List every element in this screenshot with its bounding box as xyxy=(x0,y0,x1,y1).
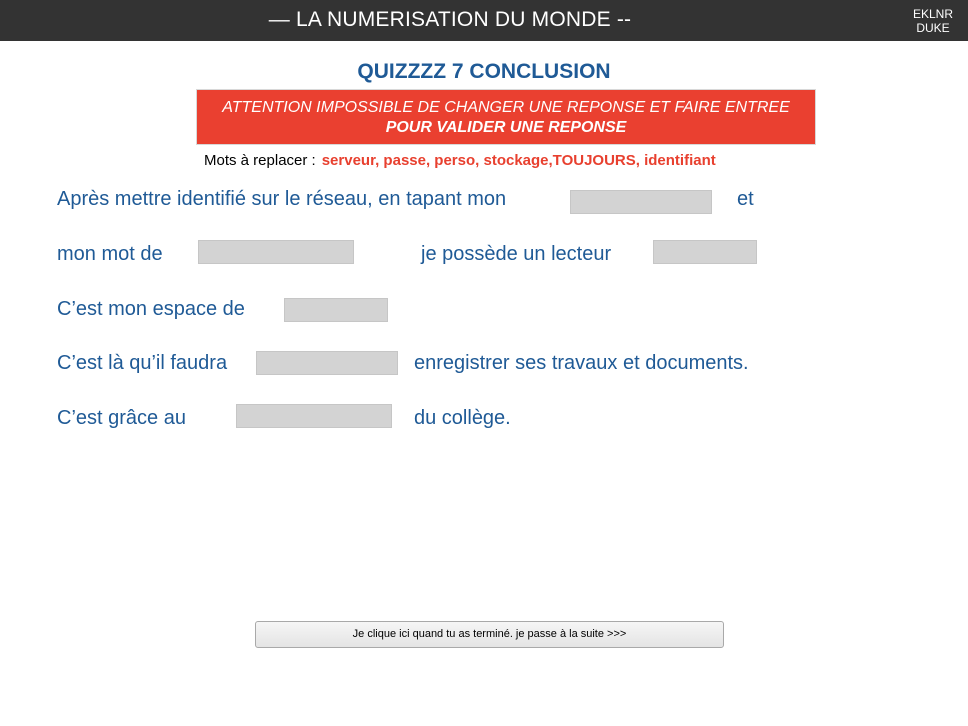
sentence-2-part-2: je possède un lecteur xyxy=(421,243,612,265)
sentence-4-part-1: C’est là qu’il faudra xyxy=(57,352,228,374)
words-label: Mots à replacer : xyxy=(204,152,316,169)
sentence-5-part-2: du collège. xyxy=(414,407,511,429)
warning-line-1: ATTENTION IMPOSSIBLE DE CHANGER UNE REPONSE ET FAIRE ENTREE xyxy=(222,99,790,116)
finish-button[interactable]: Je clique ici quand tu as terminé. je passe à la suite >>> xyxy=(255,621,724,648)
words-list: serveur, passe, perso, stockage,TOUJOURS, identifiant xyxy=(321,152,716,169)
words-to-place xyxy=(204,152,716,169)
top-bar xyxy=(0,0,968,41)
blank-input-3[interactable] xyxy=(653,240,757,264)
blank-input-6[interactable] xyxy=(236,404,392,428)
blank-input-1[interactable] xyxy=(570,190,712,214)
user-label-line2: DUKE xyxy=(916,21,950,35)
warning-banner xyxy=(196,89,816,145)
sentence-4-part-2: enregistrer ses travaux et documents. xyxy=(414,352,749,374)
blank-input-5[interactable] xyxy=(256,351,398,375)
sentence-2-part-1: mon mot de xyxy=(57,243,163,265)
user-label-line1: EKLNR xyxy=(912,7,953,21)
blank-input-2[interactable] xyxy=(198,240,354,264)
app-title: — LA NUMERISATION DU MONDE -- xyxy=(268,8,632,31)
sentence-1-part-1: Après mettre identifié sur le réseau, en tapant mon xyxy=(57,188,507,210)
user-label xyxy=(898,7,968,35)
warning-line-2: POUR VALIDER UNE REPONSE xyxy=(385,119,627,136)
quiz-title: QUIZZZZ 7 CONCLUSION xyxy=(357,60,611,83)
sentence-3-part-1: C’est mon espace de xyxy=(57,298,245,320)
blank-input-4[interactable] xyxy=(284,298,388,322)
sentence-1-part-2: et xyxy=(737,188,754,210)
sentence-5-part-1: C’est grâce au xyxy=(57,407,186,429)
